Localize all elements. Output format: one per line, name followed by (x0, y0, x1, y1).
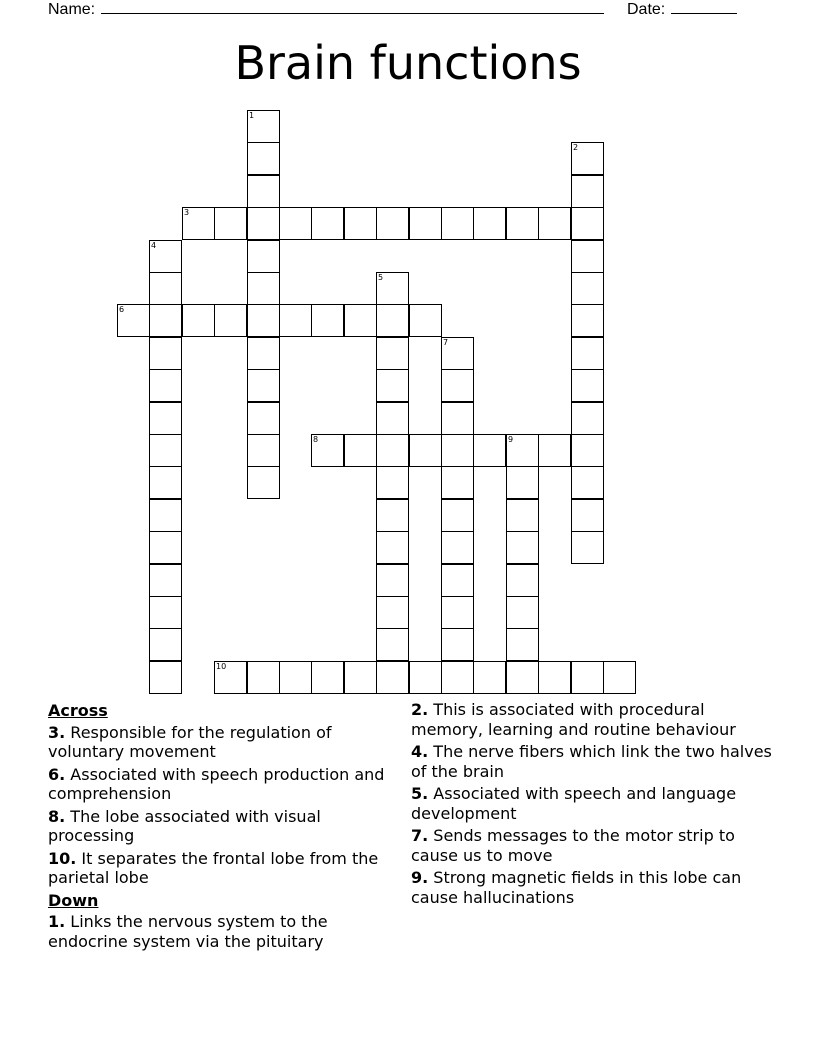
grid-cell[interactable] (571, 272, 604, 305)
grid-cell[interactable] (441, 369, 474, 402)
grid-cell[interactable] (247, 661, 280, 694)
grid-cell[interactable] (376, 531, 409, 564)
clue-text: Responsible for the regulation of voluntary movement (48, 722, 332, 761)
grid-cell[interactable] (409, 207, 442, 240)
grid-cell[interactable] (149, 304, 182, 337)
grid-cell[interactable] (247, 207, 280, 240)
grid-cell[interactable] (538, 207, 571, 240)
clues-right-column (411, 700, 781, 910)
grid-cell[interactable] (571, 142, 604, 175)
clue-across-8 (48, 807, 398, 846)
grid-cell[interactable] (571, 661, 604, 694)
clue-down-5 (411, 784, 781, 823)
grid-cell[interactable] (344, 207, 377, 240)
grid-cell[interactable] (311, 434, 344, 467)
clue-number-label: 3 (184, 208, 190, 217)
grid-cell[interactable] (441, 596, 474, 629)
grid-cell[interactable] (506, 596, 539, 629)
grid-cell[interactable] (376, 369, 409, 402)
grid-cell[interactable] (247, 369, 280, 402)
clue-number-label: 7 (443, 338, 449, 347)
grid-cell[interactable] (279, 304, 312, 337)
grid-cell[interactable] (247, 175, 280, 208)
down-heading: Down (48, 890, 99, 910)
grid-cell[interactable] (409, 304, 442, 337)
grid-cell[interactable] (182, 207, 215, 240)
grid-cell[interactable] (149, 628, 182, 661)
grid-cell[interactable] (214, 207, 247, 240)
grid-cell[interactable] (149, 272, 182, 305)
clue-text: The nerve fibers which link the two halves of the brain (411, 742, 772, 781)
grid-cell[interactable] (247, 272, 280, 305)
clue-down-7 (411, 826, 781, 865)
grid-cell[interactable] (149, 661, 182, 694)
grid-cell[interactable] (409, 661, 442, 694)
grid-cell[interactable] (149, 564, 182, 597)
grid-cell[interactable] (376, 272, 409, 305)
grid-cell[interactable] (247, 466, 280, 499)
grid-cell[interactable] (571, 402, 604, 435)
clue-number: 6. (48, 764, 66, 784)
across-heading: Across (48, 701, 108, 720)
clue-across-3 (48, 723, 398, 762)
grid-cell[interactable] (506, 466, 539, 499)
grid-cell[interactable] (149, 499, 182, 532)
name-label: Name: (48, 1, 96, 18)
clue-number: 5. (411, 784, 429, 803)
clue-number: 9. (411, 868, 429, 887)
clue-number-label: 10 (216, 662, 227, 671)
page-title: Brain functions (234, 36, 582, 90)
clue-down-4 (411, 742, 781, 781)
grid-cell[interactable] (506, 434, 539, 467)
clue-down-1 (48, 912, 398, 951)
grid-cell[interactable] (538, 661, 571, 694)
grid-cell[interactable] (149, 337, 182, 370)
grid-cell[interactable] (311, 661, 344, 694)
clue-text: Links the nervous system to the endocrine system via the pituitary (48, 912, 328, 951)
grid-cell[interactable] (506, 531, 539, 564)
clue-down-2 (411, 700, 781, 739)
grid-cell[interactable] (214, 304, 247, 337)
grid-cell[interactable] (149, 596, 182, 629)
grid-cell[interactable] (149, 466, 182, 499)
clue-text: It separates the frontal lobe from the parietal lobe (48, 848, 379, 887)
grid-cell[interactable] (473, 434, 506, 467)
grid-cell[interactable] (376, 207, 409, 240)
grid-cell[interactable] (247, 240, 280, 273)
grid-cell[interactable] (441, 466, 474, 499)
grid-cell[interactable] (247, 402, 280, 435)
grid-cell[interactable] (441, 661, 474, 694)
grid-cell[interactable] (376, 499, 409, 532)
grid-cell[interactable] (376, 434, 409, 467)
grid-cell[interactable] (441, 402, 474, 435)
grid-cell[interactable] (279, 661, 312, 694)
grid-cell[interactable] (376, 304, 409, 337)
clue-number-label: 1 (249, 111, 255, 120)
grid-cell[interactable] (149, 369, 182, 402)
grid-cell[interactable] (182, 304, 215, 337)
grid-cell[interactable] (506, 564, 539, 597)
grid-cell[interactable] (571, 304, 604, 337)
grid-cell[interactable] (376, 466, 409, 499)
clue-number-label: 5 (378, 273, 384, 282)
grid-cell[interactable] (376, 628, 409, 661)
grid-cell[interactable] (506, 499, 539, 532)
grid-cell[interactable] (247, 110, 280, 143)
grid-cell[interactable] (376, 596, 409, 629)
grid-cell[interactable] (603, 661, 636, 694)
clue-number-label: 4 (151, 241, 157, 250)
grid-cell[interactable] (571, 434, 604, 467)
grid-cell[interactable] (571, 240, 604, 273)
grid-cell[interactable] (441, 337, 474, 370)
clue-across-6 (48, 765, 398, 804)
grid-cell[interactable] (571, 499, 604, 532)
clue-number-label: 9 (508, 435, 514, 444)
grid-cell[interactable] (376, 402, 409, 435)
clue-number: 8. (48, 806, 66, 826)
grid-cell[interactable] (506, 628, 539, 661)
grid-cell[interactable] (149, 531, 182, 564)
grid-cell[interactable] (571, 175, 604, 208)
grid-cell[interactable] (117, 304, 150, 337)
clue-text: Sends messages to the motor strip to cause us to move (411, 826, 735, 865)
clue-number-label: 2 (573, 143, 579, 152)
grid-cell[interactable] (279, 207, 312, 240)
clue-text: Strong magnetic fields in this lobe can cause hallucinations (411, 868, 742, 907)
clue-number-label: 8 (313, 435, 319, 444)
grid-cell[interactable] (571, 207, 604, 240)
clue-text: Associated with speech and language development (411, 784, 737, 823)
clue-number: 4. (411, 742, 429, 761)
grid-cell[interactable] (247, 142, 280, 175)
grid-cell[interactable] (571, 337, 604, 370)
grid-cell[interactable] (311, 304, 344, 337)
clue-number: 10. (48, 848, 77, 868)
grid-cell[interactable] (441, 499, 474, 532)
grid-cell[interactable] (344, 434, 377, 467)
grid-cell[interactable] (311, 207, 344, 240)
grid-cell[interactable] (376, 564, 409, 597)
grid-cell[interactable] (441, 434, 474, 467)
grid-cell[interactable] (506, 661, 539, 694)
grid-cell[interactable] (441, 531, 474, 564)
grid-cell[interactable] (214, 661, 247, 694)
clue-number: 3. (48, 722, 66, 742)
date-label: Date: (627, 1, 666, 18)
grid-cell[interactable] (344, 661, 377, 694)
grid-cell[interactable] (376, 337, 409, 370)
grid-cell[interactable] (441, 564, 474, 597)
clue-number-label: 6 (119, 305, 125, 314)
grid-cell[interactable] (441, 628, 474, 661)
grid-cell[interactable] (571, 369, 604, 402)
clue-text: Associated with speech production and comprehension (48, 764, 385, 803)
grid-cell[interactable] (441, 207, 474, 240)
grid-cell[interactable] (409, 434, 442, 467)
grid-cell[interactable] (376, 661, 409, 694)
grid-cell[interactable] (149, 240, 182, 273)
grid-cell[interactable] (247, 434, 280, 467)
clues-left-column (48, 700, 398, 954)
clue-number: 7. (411, 826, 429, 845)
grid-cell[interactable] (506, 207, 539, 240)
clue-across-10 (48, 849, 398, 888)
grid-cell[interactable] (344, 304, 377, 337)
grid-cell[interactable] (247, 304, 280, 337)
grid-cell[interactable] (473, 661, 506, 694)
grid-cell[interactable] (247, 337, 280, 370)
clue-text: The lobe associated with visual processing (48, 806, 321, 845)
grid-cell[interactable] (473, 207, 506, 240)
grid-cell[interactable] (571, 466, 604, 499)
clue-down-9 (411, 868, 781, 907)
clue-text: This is associated with procedural memory, learning and routine behaviour (411, 700, 736, 739)
grid-cell[interactable] (571, 531, 604, 564)
grid-cell[interactable] (149, 402, 182, 435)
grid-cell[interactable] (149, 434, 182, 467)
grid-cell[interactable] (538, 434, 571, 467)
clue-number: 1. (48, 912, 66, 931)
clue-number: 2. (411, 700, 429, 719)
